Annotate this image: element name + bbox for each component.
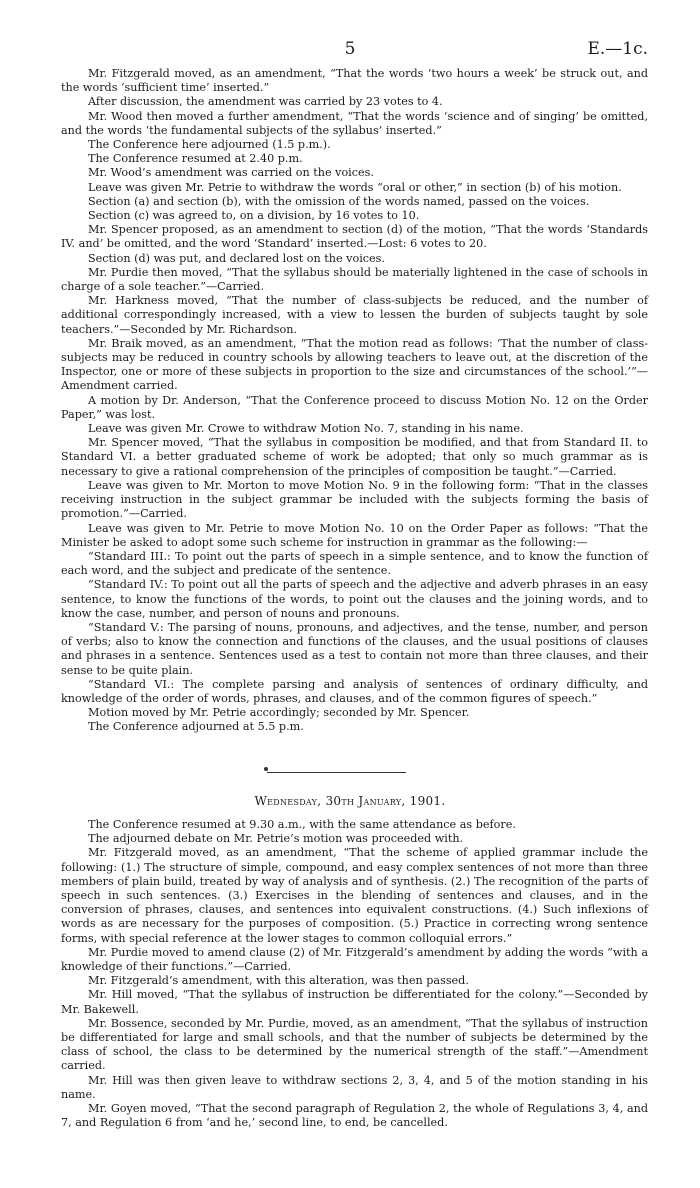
minutes-section-second-day — [61, 818, 648, 1130]
paragraph: Section (c) was agreed to, on a division, by 16 votes to 10. — [88, 209, 420, 223]
paragraph: “Standard III.: To point out the parts of speech in a simple sentence, and to know the function of each word, and the subject and predicate of the sentence. — [61, 549, 648, 578]
paragraph: Leave was given to Mr. Morton to move Motion No. 9 in the following form: “That in the classes receiving instruction in the subject grammar be included with the subjects forming the basis of promotion.”—Carried. — [61, 478, 648, 521]
paragraph: Mr. Bossence, seconded by Mr. Purdie, moved, as an amendment, “That the syllabus of instruction be differentiated for large and small schools, and that the number of subjects be determined by the class of school, the class to be determined by the numerical strength of the staff.”—Amendment carried. — [61, 1016, 648, 1073]
paragraph: Mr. Wood’s amendment was carried on the voices. — [88, 166, 374, 180]
page-number: 5 — [344, 39, 356, 59]
paragraph: The adjourned debate on Mr. Petrie’s motion was proceeded with. — [88, 832, 464, 846]
paragraph: “Standard IV.: To point out all the parts of speech and the adjective and adverb phrases in an easy sentence, to know the functions of the words, to point out the clauses and the joining words, and to know the case, number, and person of nouns and pronouns. — [61, 578, 648, 620]
paragraph: After discussion, the amendment was carried by 23 votes to 4. — [88, 95, 443, 109]
paragraph: The Conference resumed at 2.40 p.m. — [88, 152, 303, 166]
paragraph: Mr. Purdie moved to amend clause (2) of Mr. Fitzgerald’s amendment by adding the words “with a knowledge of their functions.”—Carried. — [61, 945, 648, 974]
paragraph: Leave was given Mr. Petrie to withdraw the words “oral or other,” in section (b) of his motion. — [88, 180, 622, 194]
paragraph: Mr. Fitzgerald moved, as an amendment, “That the words ‘two hours a week’ be struck out, and the words ‘sufficient time’ inserted.” — [61, 67, 648, 95]
paragraph: Motion moved by Mr. Petrie accordingly; seconded by Mr. Spencer. — [88, 706, 470, 720]
paragraph: Mr. Fitzgerald moved, as an amendment, “That the scheme of applied grammar include the following: (1.) The structure of simple, compound, and easy complex sentences of not more than three members of plain build, treated by way of analysis and of synthesis. (2.) The recognition of the parts of speech in such sentences. (3.) Exercises in the blending of sentences and clauses, and in the conversion of phrases, clauses, and sentences into equivalent constructions. (4.) Such inflexions of words as are necessary for the purposes of composition. (5.) Practice in correcting wrong sentence forms, with special reference at the lower stages to common colloquial errors.” — [61, 846, 648, 945]
document-reference: E.—1c. — [587, 39, 648, 59]
paragraph: Section (d) was put, and declared lost on the voices. — [88, 251, 385, 265]
section-divider — [267, 772, 406, 773]
paragraph: The Conference here adjourned (1.5 p.m.). — [88, 138, 331, 152]
paragraph: Mr. Goyen moved, “That the second paragraph of Regulation 2, the whole of Regulations 3, 4, and 7, and Regulation 6 from ‘and he,’ second line, to end, be cancelled. — [61, 1102, 648, 1130]
paragraph: Mr. Spencer moved, “That the syllabus in composition be modified, and that from Standard II. to Standard VI. a better graduated scheme of work be adopted; that only so much grammar as is necessary to give a rational comprehension of the principles of composition be taught.”—Carried. — [61, 436, 648, 478]
paragraph: Mr. Braik moved, as an amendment, “That the motion read as follows: ‘That the number of class-subjects may be reduced in country schools by allowing teachers to leave out, at the discretion of the Inspector, one or more of these subjects in proportion to the size and circumstances of the school.’”—Amendment carried. — [61, 336, 648, 393]
paragraph: A motion by Dr. Anderson, “That the Conference proceed to discuss Motion No. 12 on the Order Paper,” was lost. — [61, 393, 648, 421]
date-heading: Wednesday, 30th January, 1901. — [254, 794, 446, 808]
separator-dot — [264, 767, 268, 771]
paragraph: Mr. Harkness moved, “That the number of class-subjects be reduced, and the number of additional correspondingly increased, with a view to lessen the burden of subjects taught by sole teachers.”—Seconded by Mr. Richardson. — [61, 294, 648, 336]
paragraph: Mr. Spencer proposed, as an amendment to section (d) of the motion, “That the words ‘Standards IV. and’ be omitted, and the word ‘Standard’ inserted.—Lost: 6 votes to 20. — [61, 223, 648, 251]
paragraph: Leave was given Mr. Crowe to withdraw Motion No. 7, standing in his name. — [88, 422, 524, 436]
paragraph: The Conference resumed at 9.30 a.m., with the same attendance as before. — [88, 818, 516, 831]
paragraph: “Standard V.: The parsing of nouns, pronouns, and adjectives, and the tense, number, and person of verbs; also to know the connection and functions of the clauses, and the usual positions of clauses and phrases in a sentence. Sentences used as a test to contain not more than three clauses, and their sense to be quite plain. — [61, 620, 648, 677]
paragraph: Mr. Hill moved, “That the syllabus of instruction be differentiated for the colony.”—Seconded by Mr. Bakewell. — [61, 988, 648, 1016]
paragraph: The Conference adjourned at 5.5 p.m. — [88, 720, 304, 734]
paragraph: Leave was given to Mr. Petrie to move Motion No. 10 on the Order Paper as follows: “That the Minister be asked to adopt some such scheme for instruction in grammar as the following:— — [61, 521, 648, 549]
paragraph: Section (a) and section (b), with the omission of the words named, passed on the voices. — [88, 194, 590, 208]
paragraph: Mr. Fitzgerald’s amendment, with this alteration, was then passed. — [88, 974, 469, 988]
paragraph: Mr. Hill was then given leave to withdraw sections 2, 3, 4, and 5 of the motion standing in his name. — [61, 1073, 648, 1101]
paragraph: Mr. Wood then moved a further amendment, “That the words ‘science and of singing’ be omitted, and the words ‘the fundamental subjects of the syllabus’ inserted.” — [61, 109, 648, 137]
minutes-section-first-day — [61, 67, 648, 735]
paragraph: Mr. Purdie then moved, “That the syllabus should be materially lightened in the case of schools in charge of a sole teacher.”—Carried. — [61, 265, 648, 294]
paragraph: “Standard VI.: The complete parsing and analysis of sentences of ordinary difficulty, and knowledge of the order of words, phrases, and clauses, and of the common figures of speech.” — [61, 677, 648, 705]
